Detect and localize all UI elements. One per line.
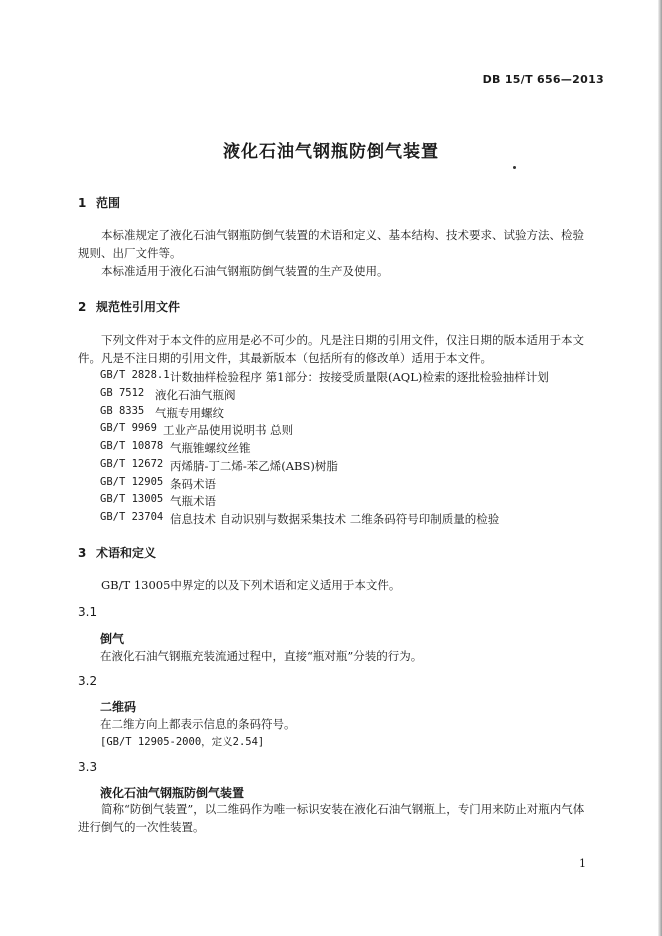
term-3-1-number: 3.1: [78, 605, 98, 619]
reference-item: [100, 422, 293, 438]
section-number: 2: [78, 300, 87, 314]
reference-code: GB/T 12672: [100, 458, 164, 470]
reference-title: 气瓶锥螺纹丝锥: [170, 441, 251, 455]
reference-item: [100, 511, 499, 527]
reference-item: [100, 476, 216, 492]
term-3-3-definition: 简称“防倒气装置”，以二维码作为唯一标识安装在液化石油气钢瓶上，专门用来防止对瓶内气体进行倒气的一次性装置。: [78, 802, 585, 834]
section-title: 规范性引用文件: [96, 300, 181, 314]
reference-code: GB/T 2828.1: [100, 369, 170, 381]
reference-title: 信息技术 自动识别与数据采集技术 二维条码符号印制质量的检验: [170, 512, 500, 526]
section-title: 术语和定义: [96, 546, 157, 560]
reference-code: GB 7512: [100, 387, 145, 399]
reference-item: [100, 405, 224, 421]
term-3-2-name: 二维码: [100, 700, 137, 714]
reference-item: [100, 369, 549, 385]
term-3-3-name: 液化石油气钢瓶防倒气装置: [100, 786, 245, 800]
section-title: 范围: [96, 196, 121, 210]
document-title: 液化石油气钢瓶防倒气装置: [223, 142, 439, 162]
reference-code: GB/T 23704: [100, 511, 164, 523]
page-number: 1: [579, 857, 586, 870]
reference-code: GB/T 9969: [100, 422, 157, 434]
section-1-paragraph-2: 本标准适用于液化石油气钢瓶防倒气装置的生产及使用。: [101, 264, 389, 278]
term-3-3-number: 3.3: [78, 760, 98, 774]
term-3-2-source: [GB/T 12905-2000，定义2.54]: [100, 736, 265, 748]
section-number: 1: [78, 196, 87, 210]
reference-item: [100, 440, 251, 456]
term-3-2-number: 3.2: [78, 674, 98, 688]
reference-title: 气瓶专用螺纹: [155, 406, 224, 420]
section-number: 3: [78, 546, 87, 560]
section-3-heading: [78, 544, 156, 561]
reference-title: 液化石油气瓶阀: [155, 388, 236, 402]
section-2-heading: [78, 298, 180, 315]
reference-title: 丙烯腈-丁二烯-苯乙烯(ABS)树脂: [170, 459, 338, 473]
section-1-heading: [78, 194, 120, 211]
section-1-paragraph-1: 本标准规定了液化石油气钢瓶防倒气装置的术语和定义、基本结构、技术要求、试验方法、检验规则、出厂文件等。: [78, 228, 584, 260]
term-3-1-definition: 在液化石油气钢瓶充装流通过程中，直接“瓶对瓶”分装的行为。: [100, 649, 423, 663]
reference-code: GB 8335: [100, 405, 145, 417]
reference-title: 气瓶术语: [170, 494, 216, 508]
reference-title: 计数抽样检验程序 第1部分：按接受质量限(AQL)检索的逐批检验抽样计划: [170, 370, 549, 384]
term-3-1-name: 倒气: [100, 632, 125, 646]
scan-speck: [513, 166, 516, 169]
reference-title: 工业产品使用说明书 总则: [163, 423, 294, 437]
reference-item: [100, 387, 236, 403]
section-3-intro: GB/T 13005中界定的以及下列术语和定义适用于本文件。: [101, 578, 401, 592]
reference-code: GB/T 12905: [100, 476, 164, 488]
document-code: DB 15/T 656—2013: [482, 73, 604, 86]
term-3-2-definition: 在二维方向上都表示信息的条码符号。: [100, 717, 296, 731]
reference-title: 条码术语: [170, 477, 216, 491]
reference-code: GB/T 10878: [100, 440, 164, 452]
reference-item: [100, 493, 216, 509]
section-2-intro: 下列文件对于本文件的应用是必不可少的。凡是注日期的引用文件，仅注日期的版本适用于本文件。凡是不注日期的引用文件，其最新版本（包括所有的修改单）适用于本文件。: [78, 333, 584, 365]
reference-item: [100, 458, 338, 474]
reference-code: GB/T 13005: [100, 493, 164, 505]
